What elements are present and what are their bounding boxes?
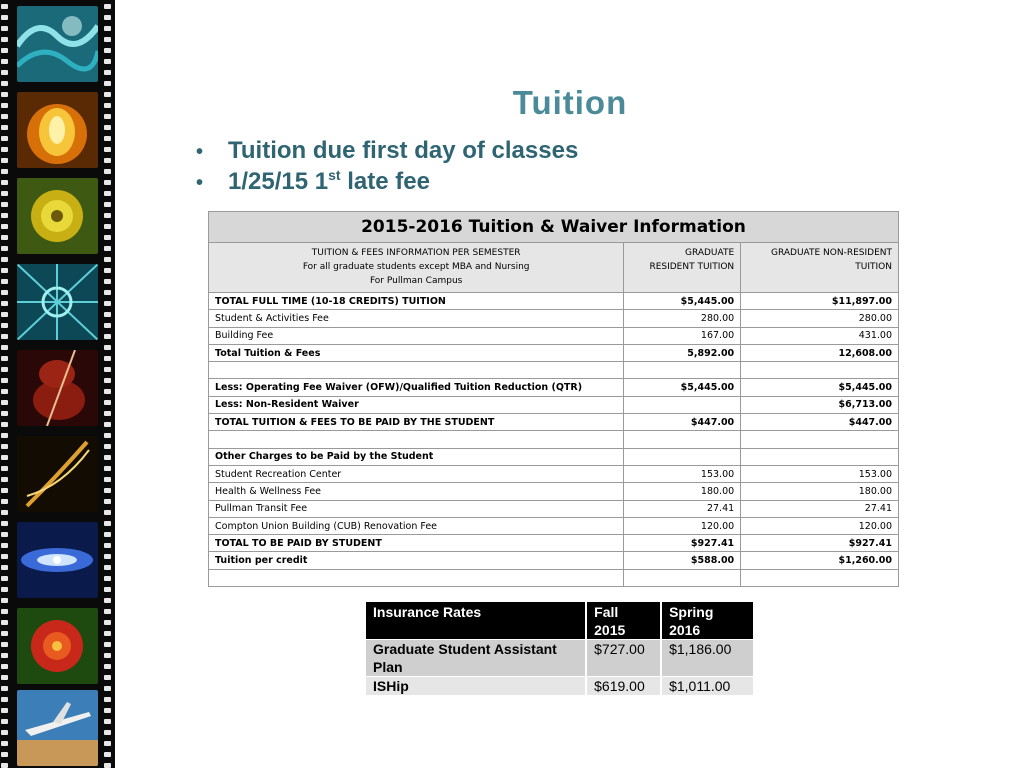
light-burst-image (17, 522, 98, 598)
film-perforation (104, 411, 111, 416)
airplane-image (17, 690, 98, 766)
film-perforation (1, 763, 8, 768)
film-perforation (104, 620, 111, 625)
film-perforation (1, 257, 8, 262)
row-resident-value (624, 569, 741, 586)
film-perforation (1, 312, 8, 317)
film-perforation (104, 719, 111, 724)
row-label (209, 362, 624, 379)
film-perforation (1, 191, 8, 196)
insurance-fall-rate: $727.00 (586, 640, 661, 677)
row-nonresident-value (741, 569, 899, 586)
table-row (209, 431, 899, 448)
film-perforation (1, 125, 8, 130)
film-perforation (104, 499, 111, 504)
row-nonresident-value: 120.00 (741, 517, 899, 534)
film-perforation (104, 653, 111, 658)
film-perforation (1, 664, 8, 669)
film-perforation (1, 741, 8, 746)
row-label: TOTAL TO BE PAID BY STUDENT (209, 535, 624, 552)
row-label: Student & Activities Fee (209, 310, 624, 327)
film-perforation (104, 708, 111, 713)
insurance-rates-table (366, 602, 755, 696)
tuition-table-body (209, 293, 899, 587)
row-resident-value: $927.41 (624, 535, 741, 552)
film-perforation (104, 268, 111, 273)
film-perforation (104, 466, 111, 471)
insurance-header-fall: Fall 2015 (586, 602, 661, 640)
film-perforation (1, 598, 8, 603)
row-label: TOTAL TUITION & FEES TO BE PAID BY THE STUDENT (209, 414, 624, 431)
film-perforation (104, 323, 111, 328)
row-nonresident-value: $6,713.00 (741, 396, 899, 413)
film-perforation (1, 510, 8, 515)
insurance-row (366, 677, 754, 696)
film-perforation (1, 48, 8, 53)
film-perforation (104, 444, 111, 449)
row-label: Other Charges to be Paid by the Student (209, 448, 624, 465)
film-perforation (1, 488, 8, 493)
row-resident-value: 153.00 (624, 465, 741, 482)
film-perforation (104, 686, 111, 691)
insurance-row (366, 640, 754, 677)
row-label: Tuition per credit (209, 552, 624, 569)
table-row (209, 310, 899, 327)
row-resident-value: $588.00 (624, 552, 741, 569)
row-nonresident-value: 180.00 (741, 483, 899, 500)
film-perforation (104, 235, 111, 240)
film-perforation (1, 356, 8, 361)
film-perforation (104, 312, 111, 317)
film-perforation (1, 235, 8, 240)
film-perforation (1, 37, 8, 42)
insurance-plan-name: ISHip (366, 677, 586, 696)
header-resident-tuition: GRADUATE RESIDENT TUITION (624, 243, 741, 293)
film-perforation (104, 37, 111, 42)
film-perforation (1, 444, 8, 449)
film-perforation (104, 543, 111, 548)
film-perforation (104, 70, 111, 75)
film-perforation (104, 763, 111, 768)
film-perforation (1, 114, 8, 119)
film-perforation (104, 136, 111, 141)
row-label: Total Tuition & Fees (209, 344, 624, 361)
row-nonresident-value: $447.00 (741, 414, 899, 431)
film-perforation (1, 70, 8, 75)
table-row (209, 535, 899, 552)
film-perforation (1, 521, 8, 526)
film-perforation (104, 433, 111, 438)
film-perforation (104, 664, 111, 669)
film-perforation (1, 565, 8, 570)
film-perforation (1, 136, 8, 141)
filmstrip-decoration (0, 0, 115, 768)
film-perforations-right (104, 0, 114, 768)
bullet-item (196, 168, 578, 199)
row-label (209, 569, 624, 586)
film-perforation (1, 268, 8, 273)
row-nonresident-value (741, 448, 899, 465)
header-nonresident-tuition: GRADUATE NON-RESIDENT TUITION (741, 243, 899, 293)
film-perforation (1, 554, 8, 559)
film-perforation (104, 455, 111, 460)
film-perforation (1, 455, 8, 460)
yellow-flower-image (17, 178, 98, 254)
film-perforation (1, 466, 8, 471)
row-resident-value: 27.41 (624, 500, 741, 517)
table-row (209, 414, 899, 431)
film-perforation (104, 642, 111, 647)
film-perforation (1, 631, 8, 636)
film-perforation (1, 642, 8, 647)
row-nonresident-value: $1,260.00 (741, 552, 899, 569)
film-perforation (104, 125, 111, 130)
film-perforation (1, 543, 8, 548)
film-perforation (1, 279, 8, 284)
row-resident-value: 5,892.00 (624, 344, 741, 361)
red-flower-image (17, 608, 98, 684)
film-perforation (104, 4, 111, 9)
film-perforation (1, 334, 8, 339)
film-perforation (1, 719, 8, 724)
film-perforation (104, 345, 111, 350)
film-perforation (104, 169, 111, 174)
row-resident-value (624, 396, 741, 413)
film-perforation (1, 730, 8, 735)
row-nonresident-value (741, 362, 899, 379)
film-perforation (1, 4, 8, 9)
row-label: TOTAL FULL TIME (10-18 CREDITS) TUITION (209, 293, 624, 310)
film-perforation (1, 213, 8, 218)
film-perforation (104, 367, 111, 372)
film-perforation (104, 488, 111, 493)
film-perforation (1, 290, 8, 295)
film-perforation (1, 15, 8, 20)
film-perforation (104, 158, 111, 163)
film-perforation (1, 224, 8, 229)
row-label (209, 431, 624, 448)
row-label: Building Fee (209, 327, 624, 344)
row-resident-value (624, 362, 741, 379)
film-perforation (1, 323, 8, 328)
film-perforation (1, 752, 8, 757)
film-perforation (1, 81, 8, 86)
dna-helix-image (17, 436, 98, 512)
film-perforation (1, 422, 8, 427)
film-perforation (104, 92, 111, 97)
row-nonresident-value: $927.41 (741, 535, 899, 552)
film-perforation (104, 290, 111, 295)
table-row (209, 448, 899, 465)
violin-image (17, 350, 98, 426)
film-perforation (1, 675, 8, 680)
row-resident-value (624, 431, 741, 448)
insurance-header-spring: Spring 2016 (661, 602, 754, 640)
row-nonresident-value: 12,608.00 (741, 344, 899, 361)
row-resident-value: $5,445.00 (624, 293, 741, 310)
row-resident-value: $5,445.00 (624, 379, 741, 396)
film-perforation (1, 411, 8, 416)
film-perforation (1, 389, 8, 394)
film-perforation (1, 708, 8, 713)
film-perforation (104, 554, 111, 559)
bullet-list (196, 137, 578, 199)
teal-geometric-image (17, 264, 98, 340)
film-perforation (104, 48, 111, 53)
row-resident-value: 180.00 (624, 483, 741, 500)
film-perforation (104, 202, 111, 207)
film-perforations-left (1, 0, 11, 768)
row-nonresident-value: 153.00 (741, 465, 899, 482)
film-perforation (1, 686, 8, 691)
table-row (209, 293, 899, 310)
table-row (209, 483, 899, 500)
film-perforation (104, 609, 111, 614)
film-perforation (1, 477, 8, 482)
table-row (209, 396, 899, 413)
row-nonresident-value: $5,445.00 (741, 379, 899, 396)
insurance-header-row (366, 602, 754, 640)
film-perforation (1, 367, 8, 372)
flame-figure-image (17, 92, 98, 168)
row-resident-value: $447.00 (624, 414, 741, 431)
film-perforation (1, 158, 8, 163)
film-perforation (104, 752, 111, 757)
film-perforation (104, 521, 111, 526)
film-perforation (104, 114, 111, 119)
table-row (209, 465, 899, 482)
film-perforation (1, 180, 8, 185)
film-perforation (104, 257, 111, 262)
insurance-header-name: Insurance Rates (366, 602, 586, 640)
table-title: 2015-2016 Tuition & Waiver Information (209, 212, 899, 243)
film-perforation (1, 202, 8, 207)
film-perforation (104, 378, 111, 383)
film-perforation (104, 103, 111, 108)
row-label: Less: Non-Resident Waiver (209, 396, 624, 413)
table-row (209, 500, 899, 517)
film-perforation (1, 587, 8, 592)
table-row (209, 327, 899, 344)
film-perforation (1, 92, 8, 97)
film-perforation (104, 15, 111, 20)
film-perforation (104, 697, 111, 702)
film-perforation (104, 598, 111, 603)
row-label: Health & Wellness Fee (209, 483, 624, 500)
film-perforation (104, 675, 111, 680)
bullet-item (196, 137, 578, 168)
film-perforation (1, 169, 8, 174)
film-perforation (104, 191, 111, 196)
film-perforation (104, 565, 111, 570)
table-row (209, 344, 899, 361)
film-perforation (104, 26, 111, 31)
insurance-plan-name: Graduate Student Assistant Plan (366, 640, 586, 677)
film-perforation (1, 147, 8, 152)
insurance-fall-rate: $619.00 (586, 677, 661, 696)
row-resident-value (624, 448, 741, 465)
film-perforation (1, 378, 8, 383)
row-nonresident-value: $11,897.00 (741, 293, 899, 310)
film-perforation (104, 477, 111, 482)
film-perforation (104, 631, 111, 636)
row-label: Compton Union Building (CUB) Renovation Fee (209, 517, 624, 534)
row-nonresident-value: 280.00 (741, 310, 899, 327)
film-perforation (104, 510, 111, 515)
film-perforation (104, 279, 111, 284)
film-perforation (104, 532, 111, 537)
tuition-waiver-table (208, 211, 899, 587)
table-row (209, 517, 899, 534)
row-resident-value: 167.00 (624, 327, 741, 344)
film-perforation (104, 180, 111, 185)
slide-title: Tuition (512, 84, 628, 121)
film-perforation (104, 213, 111, 218)
bullet-text: Tuition due first day of classes (228, 137, 579, 164)
row-label: Less: Operating Fee Waiver (OFW)/Qualified Tuition Reduction (QTR) (209, 379, 624, 396)
row-resident-value: 120.00 (624, 517, 741, 534)
header-fees-info: TUITION & FEES INFORMATION PER SEMESTER For all graduate students except MBA and Nursing For Pullman Campus (209, 243, 624, 293)
row-nonresident-value (741, 431, 899, 448)
abstract-teal-image (17, 6, 98, 82)
film-perforation (104, 587, 111, 592)
film-perforation (1, 499, 8, 504)
row-label: Student Recreation Center (209, 465, 624, 482)
insurance-spring-rate: $1,186.00 (661, 640, 754, 677)
row-nonresident-value: 431.00 (741, 327, 899, 344)
bullet-text: 1/25/15 1st late fee (228, 167, 430, 195)
film-perforation (1, 653, 8, 658)
film-perforation (104, 389, 111, 394)
film-perforation (104, 224, 111, 229)
row-label: Pullman Transit Fee (209, 500, 624, 517)
film-perforation (104, 730, 111, 735)
row-nonresident-value: 27.41 (741, 500, 899, 517)
bullet-dot: • (196, 141, 204, 163)
row-resident-value: 280.00 (624, 310, 741, 327)
film-perforation (104, 741, 111, 746)
film-perforation (1, 433, 8, 438)
bullet-dot: • (196, 172, 204, 194)
table-row (209, 552, 899, 569)
table-row (209, 379, 899, 396)
film-perforation (1, 103, 8, 108)
insurance-spring-rate: $1,011.00 (661, 677, 754, 696)
film-perforation (1, 400, 8, 405)
film-perforation (1, 246, 8, 251)
film-perforation (104, 334, 111, 339)
film-perforation (104, 246, 111, 251)
film-perforation (104, 81, 111, 86)
film-perforation (1, 301, 8, 306)
film-perforation (1, 697, 8, 702)
film-perforation (104, 576, 111, 581)
film-perforation (1, 576, 8, 581)
table-title-row (209, 212, 899, 243)
film-perforation (104, 400, 111, 405)
film-perforation (1, 345, 8, 350)
film-perforation (104, 59, 111, 64)
film-perforation (104, 147, 111, 152)
table-header-row (209, 243, 899, 293)
film-perforation (1, 532, 8, 537)
film-perforation (104, 301, 111, 306)
film-perforation (1, 59, 8, 64)
table-row (209, 569, 899, 586)
film-perforation (1, 620, 8, 625)
table-row (209, 362, 899, 379)
film-perforation (104, 422, 111, 427)
film-perforation (1, 609, 8, 614)
film-perforation (1, 26, 8, 31)
film-perforation (104, 356, 111, 361)
